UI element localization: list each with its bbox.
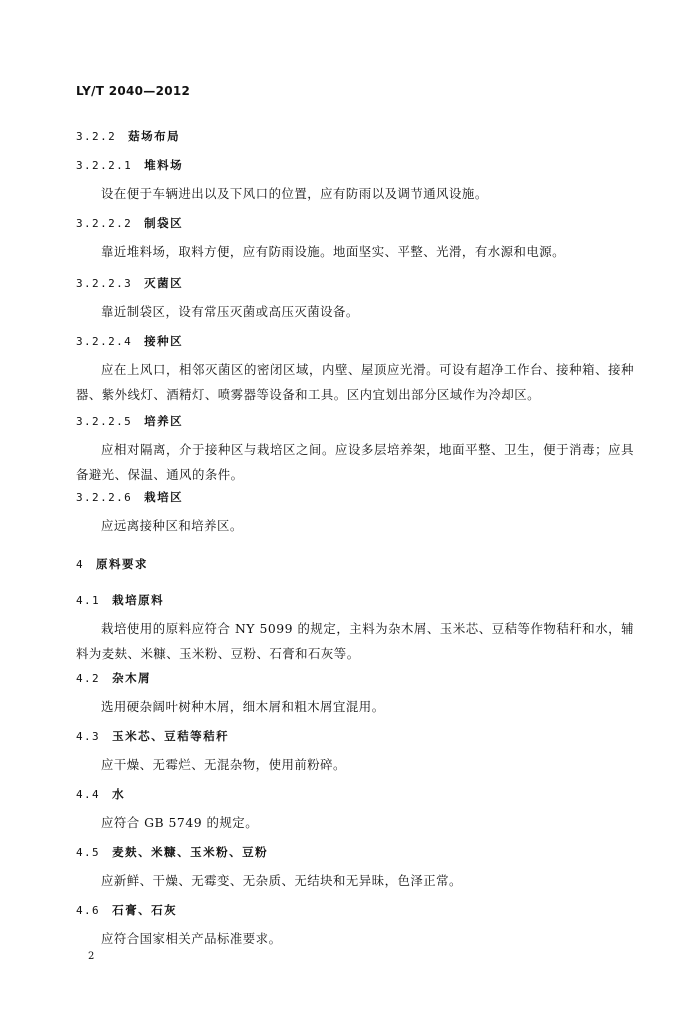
section-number: 3.2.2.5 — [76, 415, 133, 428]
section-title: 灭菌区 — [144, 276, 184, 290]
section-heading — [76, 157, 183, 173]
section-heading — [76, 128, 180, 144]
section-heading — [76, 844, 268, 860]
section-paragraph: 栽培使用的原料应符合 NY 5099 的规定，主料为杂木屑、玉米芯、豆秸等作物秸秆和水，辅料为麦麸、米糠、玉米粉、豆粉、石膏和石灰等。 — [76, 621, 634, 661]
section-heading — [76, 670, 151, 686]
section-title: 杂木屑 — [112, 671, 152, 685]
section-number: 3.2.2.3 — [76, 277, 133, 290]
section-title: 制袋区 — [144, 216, 184, 230]
section-paragraph: 应符合国家相关产品标准要求。 — [101, 931, 282, 946]
section-number: 4.2 — [76, 672, 101, 685]
chapter-heading — [76, 556, 148, 572]
section-paragraph: 应干燥、无霉烂、无混杂物，使用前粉碎。 — [101, 757, 346, 772]
section-heading — [76, 592, 164, 608]
section-heading — [76, 215, 183, 231]
section-title: 接种区 — [144, 334, 184, 348]
section-number: 4.3 — [76, 730, 101, 743]
section-paragraph: 应远离接种区和培养区。 — [101, 518, 243, 533]
section-number: 3.2.2.1 — [76, 159, 133, 172]
section-title: 麦麸、米糠、玉米粉、豆粉 — [112, 845, 269, 859]
section-title: 原料要求 — [96, 557, 149, 571]
standard-code: LY/T 2040—2012 — [76, 84, 191, 98]
section-number: 4 — [76, 558, 85, 571]
section-heading — [76, 786, 125, 802]
section-title: 栽培区 — [144, 490, 184, 504]
section-paragraph: 应在上风口，相邻灭菌区的密闭区域，内壁、屋顶应光滑。可设有超净工作台、接种箱、接种器、紫外线灯、酒精灯、喷雾器等设备和工具。区内宜划出部分区域作为冷却区。 — [76, 362, 634, 402]
section-paragraph: 设在便于车辆进出以及下风口的位置，应有防雨以及调节通风设施。 — [101, 186, 488, 201]
section-title: 堆料场 — [144, 158, 184, 172]
section-number: 4.4 — [76, 788, 101, 801]
section-paragraph: 应符合 GB 5749 的规定。 — [101, 815, 259, 830]
section-title: 培养区 — [144, 414, 184, 428]
section-number: 3.2.2.6 — [76, 491, 133, 504]
section-title: 水 — [112, 787, 126, 801]
section-heading — [76, 275, 183, 291]
section-number: 3.2.2.4 — [76, 335, 133, 348]
section-heading — [76, 728, 229, 744]
section-heading — [76, 333, 183, 349]
section-number: 4.5 — [76, 846, 101, 859]
section-heading — [76, 413, 183, 429]
section-paragraph: 靠近堆料场，取料方便，应有防雨设施。地面坚实、平整、光滑，有水源和电源。 — [101, 244, 566, 259]
section-title: 玉米芯、豆秸等秸秆 — [112, 729, 230, 743]
section-paragraph: 应相对隔离，介于接种区与栽培区之间。应设多层培养架，地面平整、卫生，便于消毒；应具备避光、保温、通风的条件。 — [76, 442, 634, 482]
section-paragraph: 靠近制袋区，设有常压灭菌或高压灭菌设备。 — [101, 304, 359, 319]
section-number: 4.6 — [76, 904, 101, 917]
section-paragraph: 应新鲜、干燥、无霉变、无杂质、无结块和无异昧，色泽正常。 — [101, 873, 462, 888]
section-number: 3.2.2 — [76, 130, 117, 143]
page-number: 2 — [88, 951, 95, 962]
section-title: 栽培原料 — [112, 593, 165, 607]
section-title: 菇场布局 — [128, 129, 181, 143]
section-number: 3.2.2.2 — [76, 217, 133, 230]
section-number: 4.1 — [76, 594, 101, 607]
section-paragraph: 选用硬杂阔叶树种木屑，细木屑和粗木屑宜混用。 — [101, 699, 385, 714]
section-heading — [76, 902, 177, 918]
section-title: 石膏、石灰 — [112, 903, 178, 917]
section-heading — [76, 489, 183, 505]
